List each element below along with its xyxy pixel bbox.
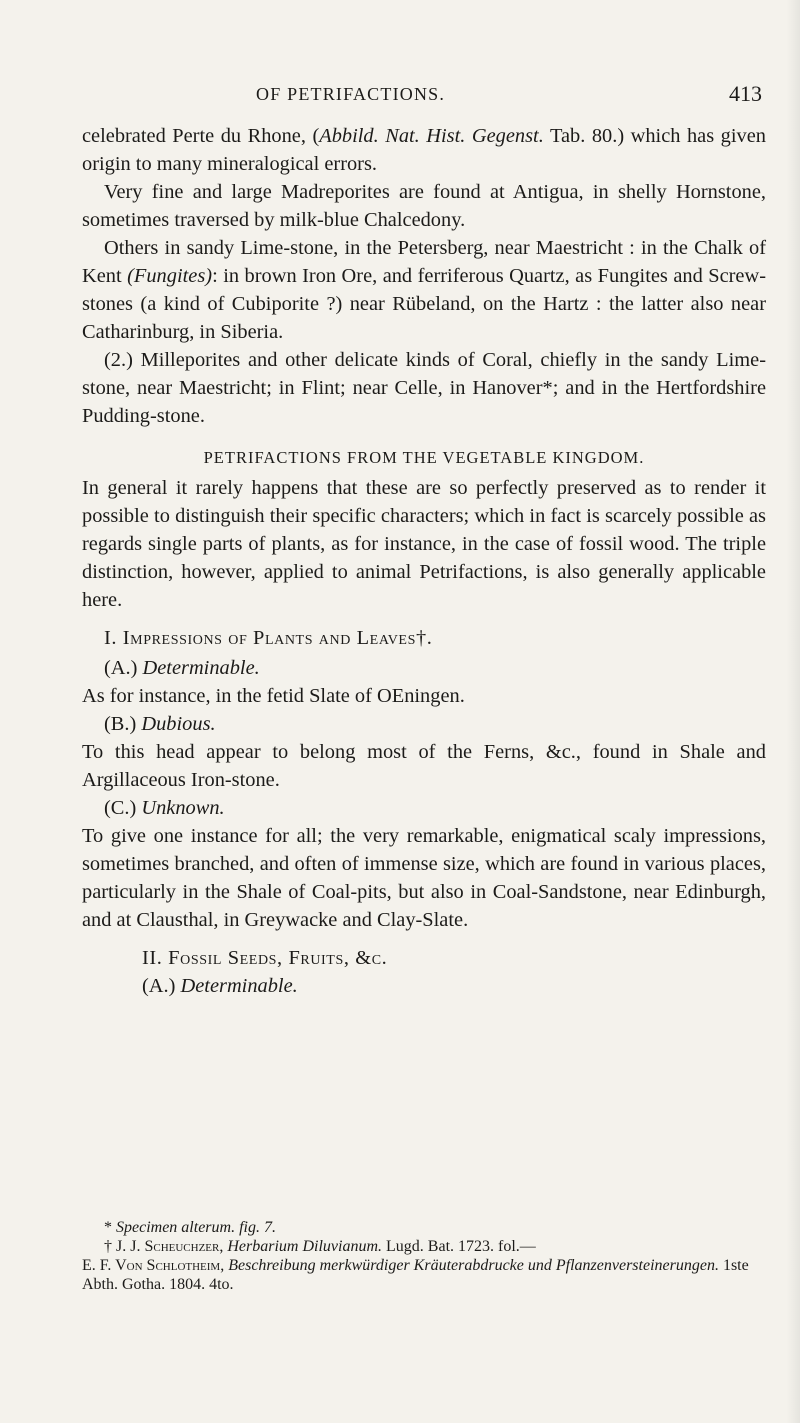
paragraph: In general it rarely happens that these are so perfectly preserved as to render it possible to distinguish their specific characters; which in fact is scarcely possible as regards single parts of plants, as for instance, in the case of fossil wood. The triple distinction, however, applied to animal Petrifactions, is also generally applicable here. xyxy=(82,477,766,611)
subheading-unknown: (C.) Unknown. xyxy=(104,797,225,819)
paragraph: To this head appear to belong most of the Ferns, &c., found in Shale and Argillaceous Iron-stone. xyxy=(82,741,766,791)
footnote-dagger: † J. J. Scheuchzer, Herbarium Diluvianum. Lugd. Bat. 1723. fol.— xyxy=(104,1238,536,1255)
paragraph: (2.) Milleporites and other delicate kinds of Coral, chiefly in the sandy Lime-stone, near Maestricht; in Flint; near Celle, in Hanover*; and in the Hertfordshire Pudding-stone. xyxy=(82,349,766,427)
paragraph: As for instance, in the fetid Slate of OEningen. xyxy=(82,685,465,707)
section-heading-impressions: I. Impressions of Plants and Leaves†. xyxy=(104,627,433,649)
section-heading-vegetable: PETRIFACTIONS FROM THE VEGETABLE KINGDOM. xyxy=(203,448,645,467)
paragraph: celebrated Perte du Rhone, (Abbild. Nat. Hist. Gegenst. Tab. 80.) which has given origin to many mineralogical errors. xyxy=(82,125,766,175)
footnotes xyxy=(82,1218,766,1294)
running-head xyxy=(0,81,800,112)
running-head-title: OF PETRIFACTIONS. xyxy=(256,84,446,104)
footnote-dagger-continued: E. F. Von Schlotheim, Beschreibung merkwürdiger Kräuterabdrucke und Pflanzenversteinerungen. 1ste Abth. Gotha. 1804. 4to. xyxy=(82,1257,749,1293)
paragraph: Others in sandy Lime-stone, in the Petersberg, near Maestricht : in the Chalk of Kent (Fungites): in brown Iron Ore, and ferriferous Quartz, as Fungites and Screw-stones (a kind of Cubiporite ?) near Rübeland, on the Hartz : the latter also near Catharinburg, in Siberia. xyxy=(82,237,766,343)
footnote-star: * Specimen alterum. fig. 7. xyxy=(104,1219,276,1236)
paragraph: To give one instance for all; the very remarkable, enigmatical scaly impressions, sometimes branched, and often of immense size, which are found in various places, particularly in the Shale of Coal-pits, but also in Coal-Sandstone, near Edinburgh, and at Clausthal, in Greywacke and Clay-Slate. xyxy=(82,825,766,931)
body-text xyxy=(82,122,766,1000)
subheading-determinable: (A.) Determinable. xyxy=(142,975,298,997)
subheading-determinable: (A.) Determinable. xyxy=(104,657,260,679)
subheading-dubious: (B.) Dubious. xyxy=(104,713,216,735)
paragraph: Very fine and large Madreporites are found at Antigua, in shelly Hornstone, sometimes traversed by milk-blue Chalcedony. xyxy=(82,181,766,231)
page-edge-shadow xyxy=(786,0,800,1423)
term: (Fungites) xyxy=(127,265,213,287)
section-heading-fossil-seeds: II. Fossil Seeds, Fruits, &c. xyxy=(142,947,388,969)
page-number: 413 xyxy=(729,81,762,106)
citation: Abbild. Nat. Hist. Gegenst. xyxy=(319,125,544,147)
